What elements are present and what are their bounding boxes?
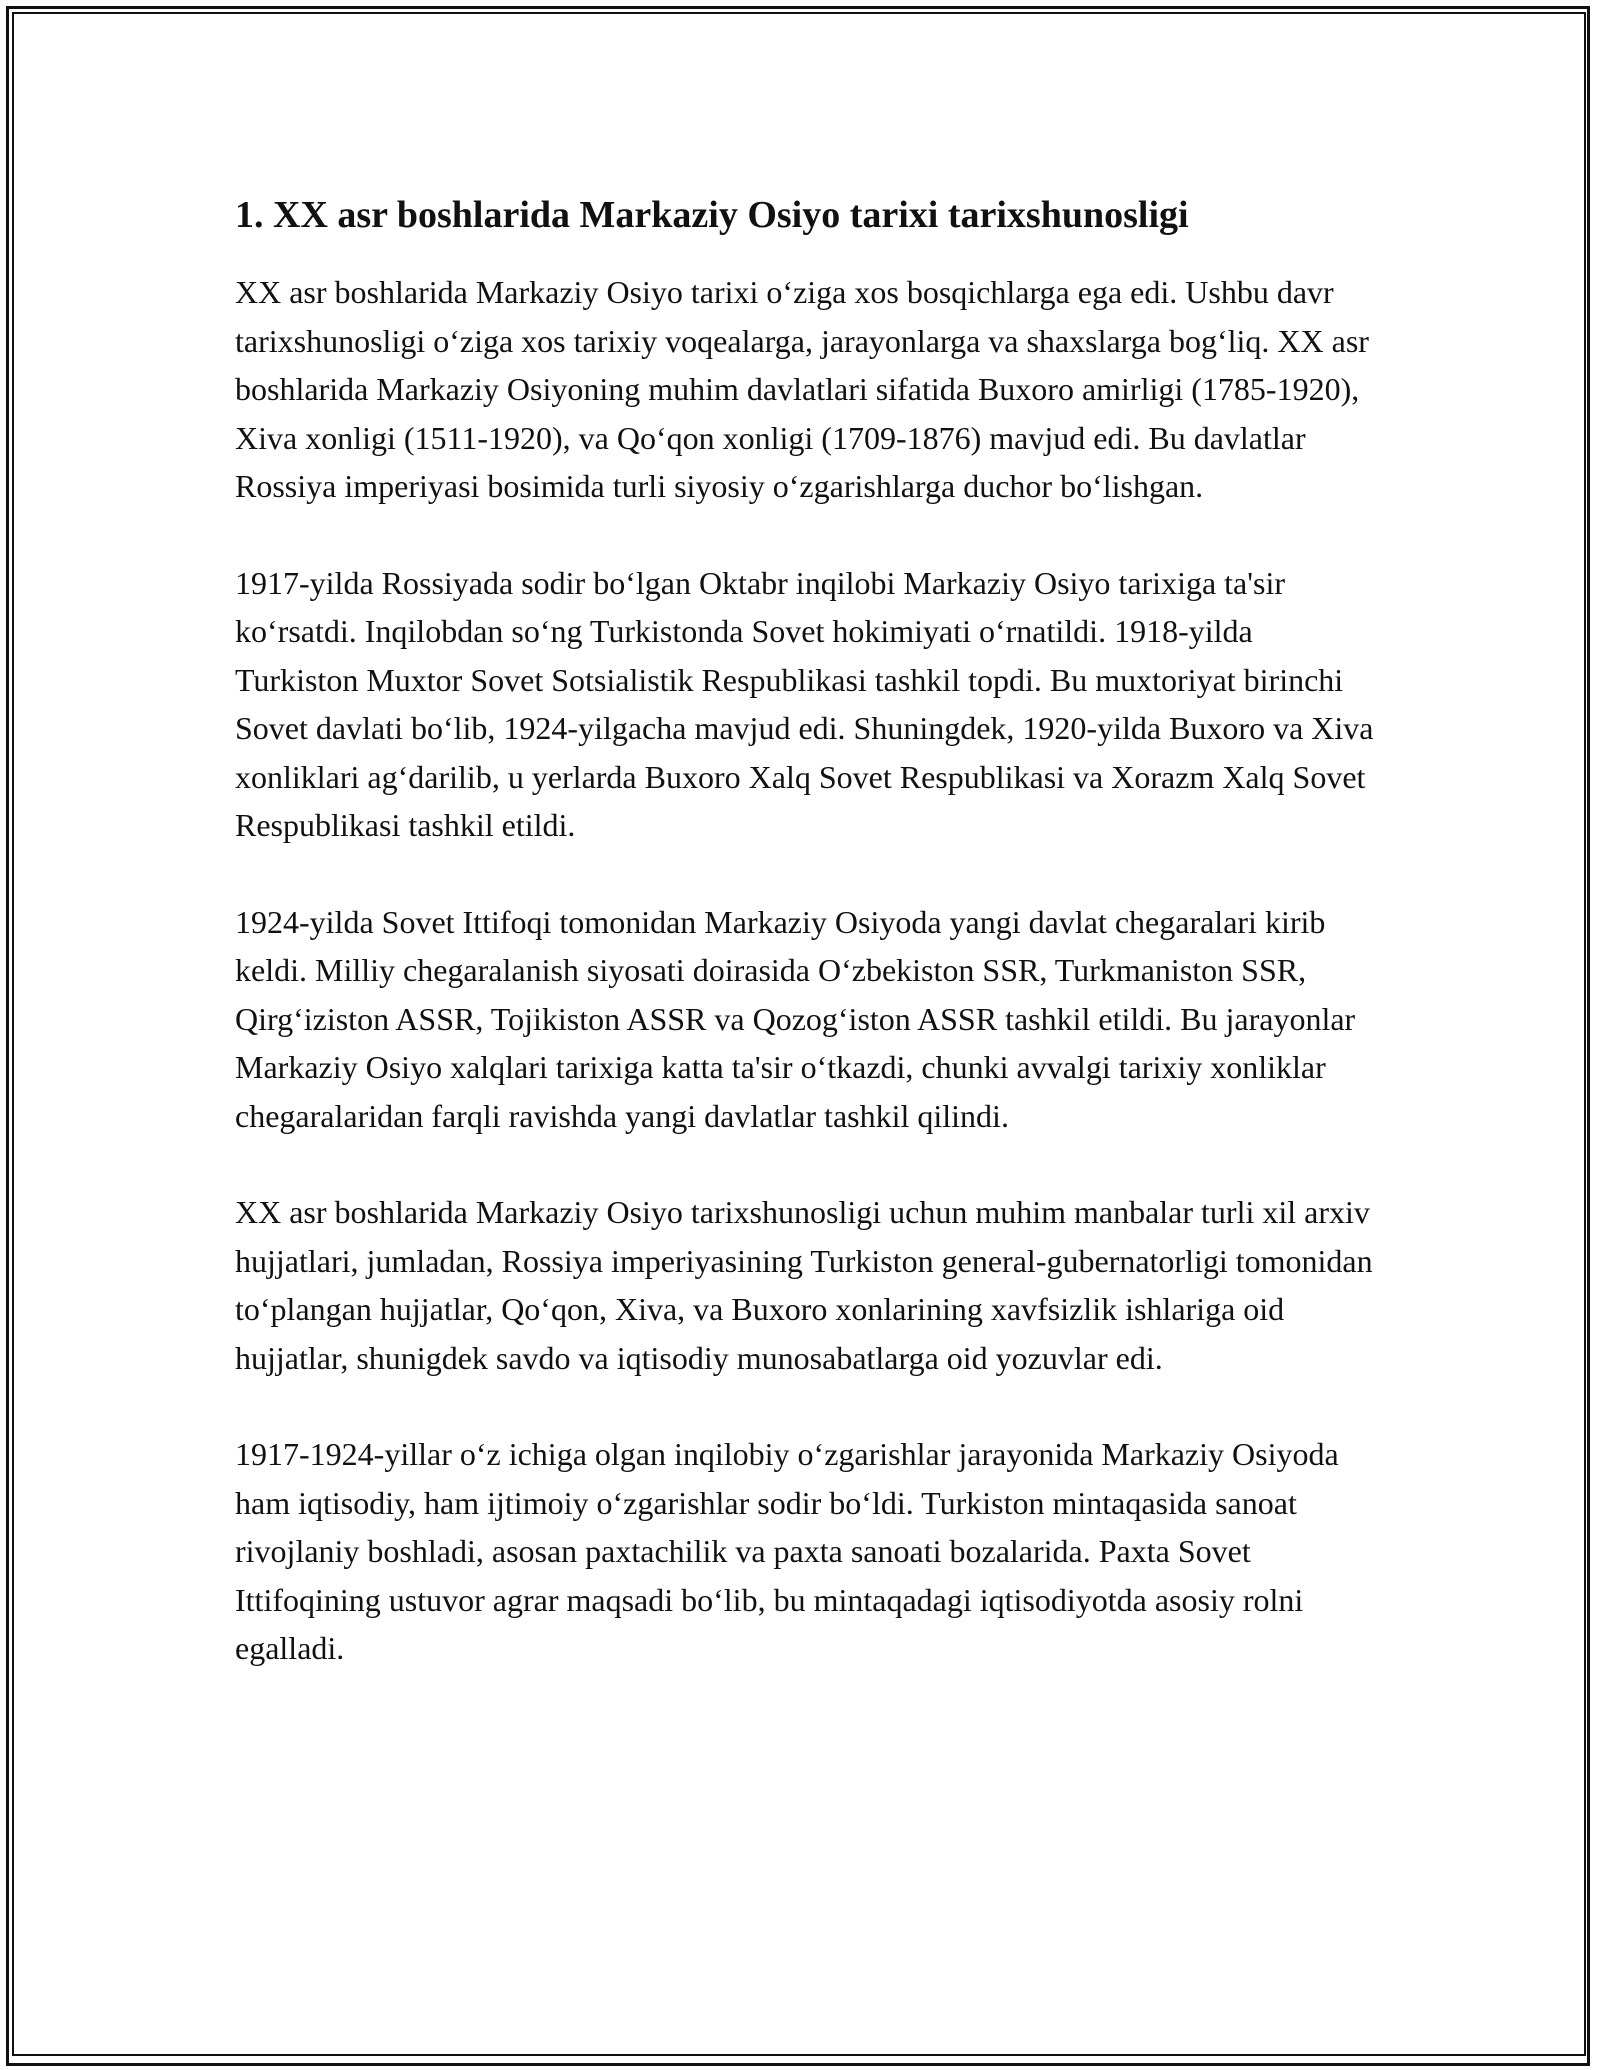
document-title: 1. XX asr boshlarida Markaziy Osiyo tarixi tarixshunosligi bbox=[235, 194, 1189, 236]
document-body bbox=[235, 186, 1375, 1721]
paragraph-1: XX asr boshlarida Markaziy Osiyo tarixi o‘ziga xos bosqichlarga ega edi. Ushbu davr tarixshunosligi o‘ziga xos tarixiy voqealarga, jarayonlarga va shaxslarga bog‘liq. XX asr boshlarida Markaziy Osiyoning muhim davlatlari sifatida Buxoro amirligi (1785-1920), Xiva xonligi (1511-1920), va Qo‘qon xonligi (1709-1876) mavjud edi. Bu davlatlar Rossiya imperiyasi bosimida turli siyosiy o‘zgarishlarga duchor bo‘lishgan. bbox=[235, 274, 1369, 504]
paragraph-2: 1917-yilda Rossiyada sodir bo‘lgan Oktabr inqilobi Markaziy Osiyo tarixiga ta'sir ko‘rsatdi. Inqilobdan so‘ng Turkistonda Sovet hokimiyati o‘rnatildi. 1918-yilda Turkiston Muxtor Sovet Sotsialistik Respublikasi tashkil topdi. Bu muxtoriyat birinchi Sovet davlati bo‘lib, 1924-yilgacha mavjud edi. Shuningdek, 1920-yilda Buxoro va Xiva xonliklari ag‘darilib, u yerlarda Buxoro Xalq Sovet Respublikasi va Xorazm Xalq Sovet Respublikasi tashkil etildi. bbox=[235, 564, 1374, 843]
paragraph-4: XX asr boshlarida Markaziy Osiyo tarixshunosligi uchun muhim manbalar turli xil arxiv hujjatlari, jumladan, Rossiya imperiyasining Turkiston general-gubernatorligi tomonidan to‘plangan hujjatlar, Qo‘qon, Xiva, va Buxoro xonlarining xavfsizlik ishlariga oid hujjatlar, shunigdek savdo va iqtisodiy munosabatlarga oid yozuvlar edi. bbox=[235, 1194, 1373, 1376]
paragraph-3: 1924-yilda Sovet Ittifoqi tomonidan Markaziy Osiyoda yangi davlat chegaralari kirib keldi. Milliy chegaralanish siyosati doirasida O‘zbekiston SSR, Turkmaniston SSR, Qirg‘iziston ASSR, Tojikiston ASSR va Qozog‘iston ASSR tashkil etildi. Bu jarayonlar Markaziy Osiyo xalqlari tarixiga katta ta'sir o‘tkazdi, chunki avvalgi tarixiy xonliklar chegaralaridan farqli ravishda yangi davlatlar tashkil qilindi. bbox=[235, 903, 1356, 1134]
paragraph-5: 1917-1924-yillar o‘z ichiga olgan inqilobiy o‘zgarishlar jarayonida Markaziy Osiyoda ham iqtisodiy, ham ijtimoiy o‘zgarishlar sodir bo‘ldi. Turkiston mintaqasida sanoat rivojlaniy boshladi, asosan paxtachilik va paxta sanoati bozalarida. Paxta Sovet Ittifoqining ustuvor agrar maqsadi bo‘lib, bu mintaqadagi iqtisodiyotda asosiy rolni egalladi. bbox=[235, 1436, 1339, 1666]
